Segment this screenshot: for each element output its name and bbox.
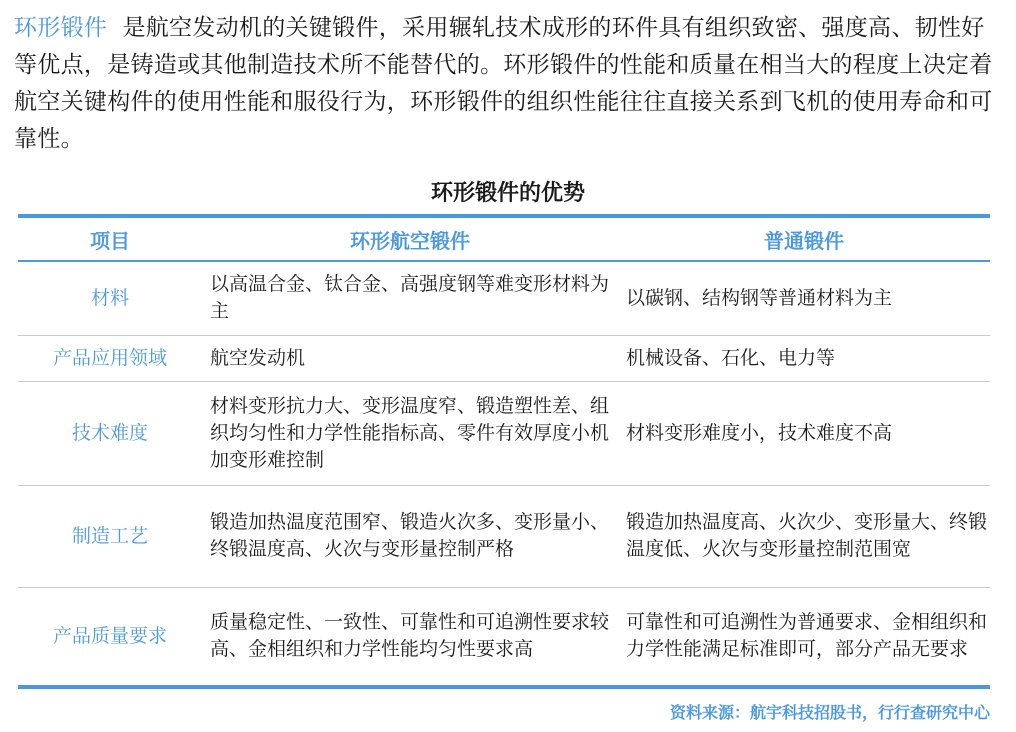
row-aviation: 材料变形抗力大、变形温度窄、锻造塑性差、组织均匀性和力学性能指标高、零件有效厚度小机加变形难控制: [210, 394, 610, 471]
table-header-row: [18, 216, 990, 261]
table-row: [18, 381, 990, 485]
row-item: 材料: [90, 286, 129, 309]
table-row: [18, 261, 990, 335]
header-ordinary: 普通锻件: [764, 228, 844, 253]
intro-highlight: 环形锻件: [14, 15, 108, 41]
row-item: 制造工艺: [71, 524, 148, 547]
source-note: 资料来源：航宇科技招股书，行行查研究中心: [669, 703, 990, 722]
row-item: 产品质量要求: [52, 624, 167, 647]
header-aviation: 环形航空锻件: [350, 228, 470, 253]
row-item: 产品应用领域: [52, 346, 167, 369]
table-title: 环形锻件的优势: [430, 181, 585, 206]
intro-paragraph: [14, 10, 1002, 158]
advantages-table: [18, 214, 990, 689]
table-row: [18, 587, 990, 687]
header-item: 项目: [90, 228, 130, 253]
table-row: [18, 335, 990, 381]
row-aviation: 锻造加热温度范围窄、锻造火次多、变形量小、终锻温度高、火次与变形量控制严格: [210, 511, 610, 560]
row-aviation: 质量稳定性、一致性、可靠性和可追溯性要求较高、金相组织和力学性能均匀性要求高: [210, 611, 610, 661]
row-aviation: 航空发动机: [210, 346, 306, 369]
row-ordinary: 机械设备、石化、电力等: [626, 346, 836, 369]
row-ordinary: 以碳钢、结构钢等普通材料为主: [626, 286, 893, 309]
row-item: 技术难度: [71, 421, 148, 444]
row-ordinary: 可靠性和可追溯性为普通要求、金相组织和力学性能满足标准即可，部分产品无要求: [626, 611, 988, 661]
intro-text: 是航空发动机的关键锻件，采用辗轧技术成形的环件具有组织致密、强度高、韧性好等优点，是铸造或其他制造技术所不能替代的。环形锻件的性能和质量在相当大的程度上决定着航空关键构件的使用性能和服役行为，环形锻件的组织性能往往直接关系到飞机的使用寿命和可靠性。: [14, 15, 993, 152]
row-aviation: 以高温合金、钛合金、高强度钢等难变形材料为主: [210, 273, 610, 323]
row-ordinary: 材料变形难度小，技术难度不高: [626, 421, 893, 444]
table-row: [18, 485, 990, 587]
row-ordinary: 锻造加热温度高、火次少、变形量大、终锻温度低、火次与变形量控制范围宽: [626, 511, 988, 560]
